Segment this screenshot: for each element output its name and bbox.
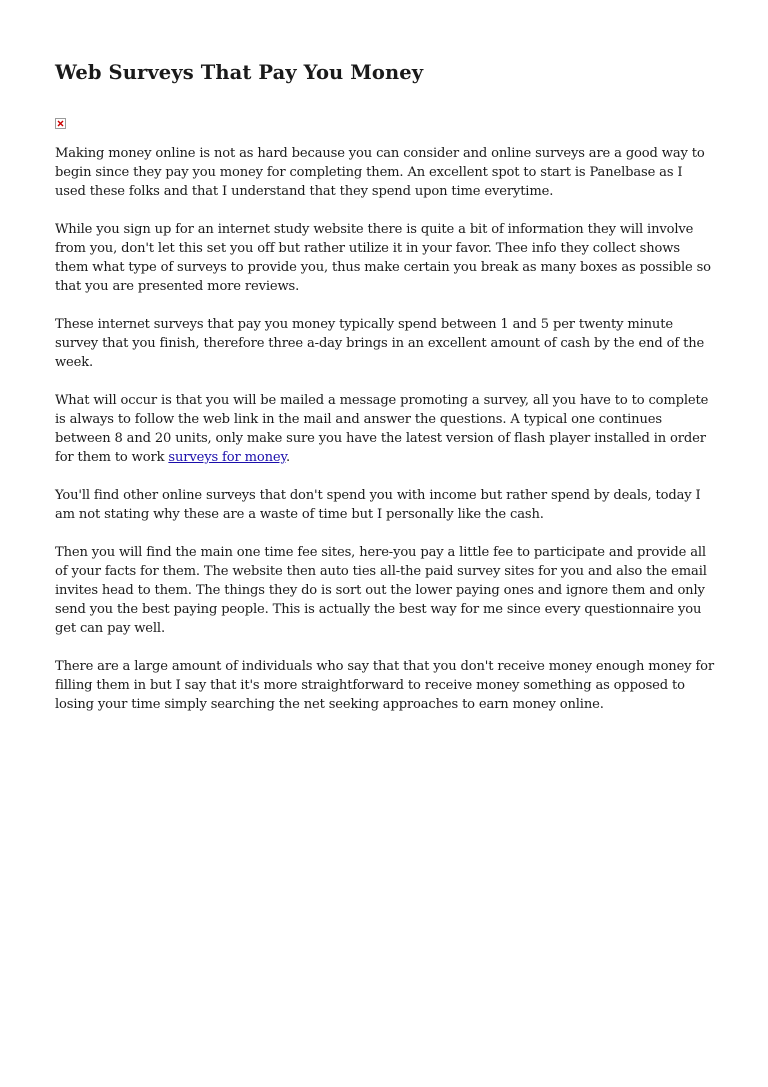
paragraph-4	[55, 391, 715, 467]
paragraph-5: You'll find other online surveys that don't spend you with income but rather spend by deals, today I am not stating why these are a waste of time but I personally like the cash.	[55, 488, 701, 522]
article-body	[55, 144, 715, 714]
broken-image-icon	[55, 118, 66, 129]
paragraph-1: Making money online is not as hard because you can consider and online surveys are a good way to begin since they pay you money for completing them. An excellent spot to start is Panelbase as I used these folks and that I understand that they spend upon time everytime.	[55, 146, 705, 199]
paragraph-3: These internet surveys that pay you money typically spend between 1 and 5 per twenty minute survey that you finish, therefore three a-day brings in an excellent amount of cash by the end of the week.	[55, 317, 705, 370]
surveys-for-money-link[interactable]: surveys for money	[168, 450, 286, 465]
paragraph-2: While you sign up for an internet study website there is quite a bit of information they will involve from you, don't let this set you off but rather utilize it in your favor. Thee info they collect shows them what type of surveys to provide you, thus make certain you break as many boxes as possible so that you are presented more reviews.	[55, 222, 711, 294]
paragraph-4-end: .	[285, 450, 290, 465]
paragraph-7: There are a large amount of individuals who say that that you don't receive money enough money for filling them in but I say that it's more straightforward to receive money something as opposed to losing your time simply searching the net seeking approaches to earn money online.	[55, 659, 714, 712]
page-title: Web Surveys That Pay You Money	[55, 61, 424, 84]
document-page	[55, 60, 715, 733]
paragraph-4-text: What will occur is that you will be mailed a message promoting a survey, all you have to to complete is always to follow the web link in the mail and answer the questions. A typical one continues between 8 and 20 units, only make sure you have the latest version of flash player installed in order for them to work	[55, 393, 709, 465]
paragraph-6: Then you will find the main one time fee sites, here-you pay a little fee to participate and provide all of your facts for them. The website then auto ties all-the paid survey sites for you and also the email invites head to them. The things they do is sort out the lower paying ones and ignore them and only send you the best paying people. This is actually the best way for me since every questionnaire you get can pay well.	[55, 545, 707, 636]
